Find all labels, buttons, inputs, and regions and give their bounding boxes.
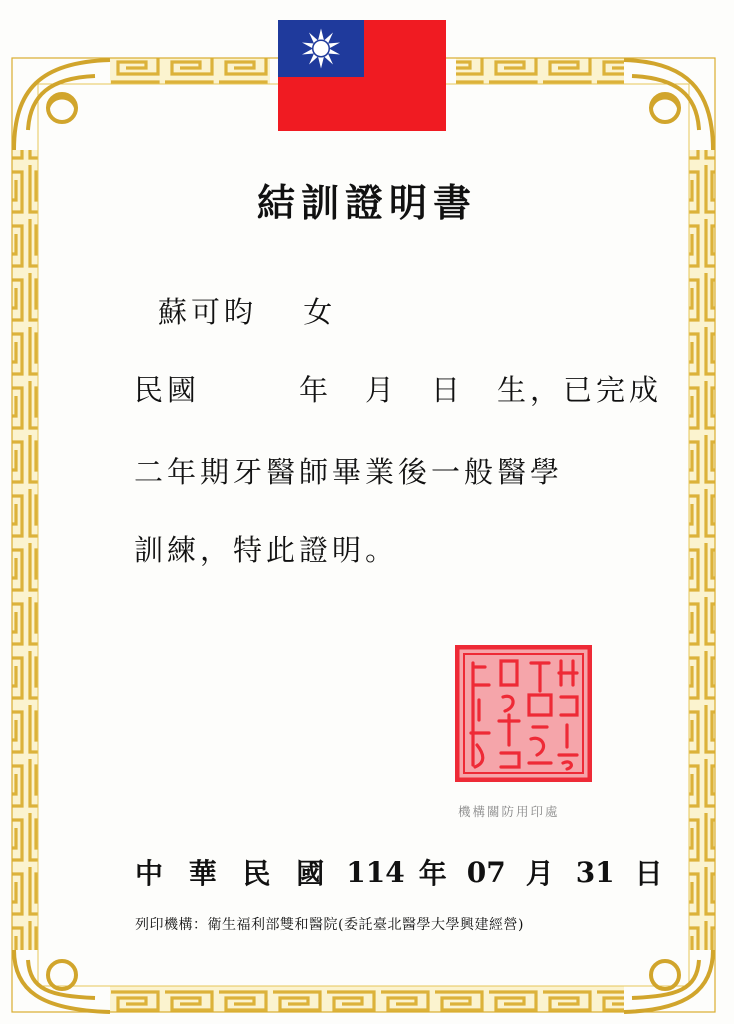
date-prefix: 中 華 民 國: [135, 857, 333, 890]
official-seal-icon: [455, 645, 592, 782]
body-line-closing: 訓練，特此證明。: [134, 533, 399, 567]
border-right: [689, 150, 715, 950]
date-month-unit: 月: [525, 857, 554, 890]
date-year-unit: 年: [418, 857, 447, 890]
corner-ornament-bottom-right: [624, 950, 713, 1012]
date-month: 07: [466, 855, 506, 889]
seal-caption: 機構關防用印處: [458, 804, 560, 819]
corner-ornament-top-left: [14, 60, 110, 150]
date-day-unit: 日: [634, 857, 663, 890]
body-line-birth: 民國 年 月 日 生，已完成: [134, 373, 663, 407]
border-top-left: [110, 58, 270, 84]
border-top-right: [456, 58, 624, 84]
date-year: 114: [346, 855, 405, 889]
recipient-line: [158, 290, 336, 331]
border-bottom: [110, 986, 624, 1012]
recipient-gender: 女: [303, 295, 337, 329]
printing-institution: 列印機構：衛生福利部雙和醫院(委託臺北醫學大學興建經營): [135, 917, 524, 933]
certificate-title: 結訓證明書: [256, 180, 477, 225]
date-day: 31: [575, 855, 615, 889]
recipient-name: 蘇可昀: [158, 295, 258, 329]
body-line-program: 二年期牙醫師畢業後一般醫學: [134, 455, 564, 489]
border-left: [12, 150, 38, 950]
corner-ornament-bottom-left: [14, 950, 110, 1012]
issue-date: [135, 852, 663, 892]
corner-ornament-top-right: [624, 60, 713, 150]
national-flag-icon: [278, 20, 446, 131]
